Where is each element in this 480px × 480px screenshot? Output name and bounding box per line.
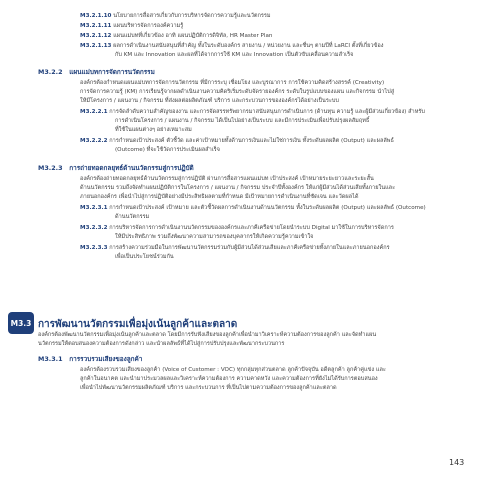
section-title: แผนแม่บทการจัดการนวัตกรรม: [69, 68, 155, 76]
subitem-line: ที่ใช้ในแผนต่างๆ อย่างเหมาะสม: [115, 127, 192, 133]
subitem-number: M3.2.3.3: [80, 245, 108, 251]
subitem-line: เพื่อเป็นประโยชน์ร่วมกัน: [115, 254, 174, 260]
section-title: การถ่ายทอดกลยุทธ์ด้านนวัตกรรมสู่การปฏิบัติ: [69, 164, 194, 172]
item-number: M3.2.1.10: [80, 13, 112, 19]
subitem-line: ให้มีประสิทธิภาพ รวมถึงพัฒนาความสามารถของบุคลากรให้เกิดความรู้ความเข้าใจ: [115, 234, 314, 240]
paragraph-line: การจัดการความรู้ (KM) การเรียนรู้จากผลดำเนินงานความคิดริเริ่มระดับจัดรายองค์กร ระดับในรูปแบบของแผน และกิจกรรม นำไปสู่: [80, 89, 395, 95]
subitem-number: M3.2.3.1: [80, 205, 108, 211]
paragraph-line: ลูกค้าในอนาคต และนำมาประมวลผลและวิเคราะห์ความต้องการ ความคาดหวัง และความต้องการที่ยังไม่ได้รับการตอบสนอง: [80, 376, 378, 382]
subitem-text: การจัดลำดับความสำคัญของงาน และการจัดสรรทรัพยากรมาสนับสนุนการดำเนินการ (ด้านทุน ความรู้ และผู้มีส่วนเกี่ยวข้อง) สำหรับ: [109, 109, 425, 115]
subitem-text: การบริหารจัดการการดำเนินงานนวัตกรรมขององค์กรและภาคีเครือข่ายโดยนำระบบ Digital มาใช้ในการบริหารจัดการ: [109, 225, 394, 231]
section-heading-m3-2-3: [38, 164, 194, 173]
paragraph-line: องค์กรต้องพัฒนานวัตกรรมเพื่อมุ่งเน้นลูกค้าและตลาด โดยมีการรับฟังเสียงของลูกค้าเพื่อนำมาวิเคราะห์ความต้องการของลูกค้า และจัดทำแผน: [38, 332, 377, 338]
subitem-line: การดำเนินโครงการ / แผนงาน / กิจกรรม ได้เป็นไปอย่างเป็นระบบ และมีการประเมินเพื่อปรับปรุงผลสัมฤทธิ์: [115, 118, 370, 124]
section-heading-m3-3-1: [38, 355, 142, 364]
item-text: กับ KM และ Innovation และผลที่ได้จากการใช้ KM และ Innovation เป็นตัวขับเคลื่อนความสำเร็จ: [115, 52, 354, 58]
section-title-m3-3: การพัฒนานวัตกรรมเพื่อมุ่งเน้นลูกค้าและตลาด: [38, 319, 238, 330]
subitem-number: M3.2.2.1: [80, 109, 108, 115]
item-continuation: [115, 51, 353, 59]
subitem-m3-2-2-1: [80, 108, 425, 116]
subitem-text: การกำหนดเป้าประสงค์ เป้าหมาย และตัวชี้วัดผลการดำเนินงานด้านนวัตกรรม ทั้งในระดับผลผลิต (Output) และผลลัพธ์ (Outcome): [109, 205, 426, 211]
paragraph-line: ให้มีโครงการ / แผนงาน / กิจกรรม ที่ส่งผลต่อผลิตภัณฑ์ บริการ และกระบวนการขององค์กรได้อย่างเป็นระบบ: [80, 98, 339, 104]
section-badge-m3-3: M3.3: [8, 312, 34, 334]
section-number: M3.3.1: [38, 355, 63, 363]
item-m3-2-1-13: [80, 42, 383, 50]
item-m3-2-1-10: [80, 12, 271, 20]
paragraph-line: องค์กรต้องถ่ายทอดกลยุทธ์ด้านนวัตกรรมสู่การปฏิบัติ ผ่านการสื่อสารแผนแม่บท เป้าประสงค์ เป้าหมายระยะยาวและระยะสั้น: [80, 176, 374, 182]
item-m3-2-1-11: [80, 22, 183, 30]
paragraph-line: องค์กรต้องรวบรวมเสียงของลูกค้า (Voice of Customer : VOC) ทุกกลุ่มทุกส่วนตลาด ลูกค้าปัจจุบัน อดีตลูกค้า ลูกค้าคู่แข่ง และ: [80, 367, 386, 373]
item-number: M3.2.1.11: [80, 23, 112, 29]
subitem-line: ด้านนวัตกรรม: [115, 214, 150, 220]
subitem-line: (Outcome) ที่จะใช้วัดการประเมินผลสำเร็จ: [115, 147, 220, 153]
item-number: M3.2.1.12: [80, 33, 112, 39]
paragraph-line: ภายนอกองค์กร เพื่อนำไปสู่การปฏิบัติอย่างมีประสิทธิผลตามที่กำหนด มีเป้าหมายการดำเนินงานที่ชัดเจน และวัดผลได้: [80, 194, 359, 200]
paragraph-line: องค์กรต้องกำหนดแผนแม่บทการจัดการนวัตกรรม ที่มีการระบุ เชื่อมโยง และบูรณาการ การใช้ความคิดสร้างสรรค์ (Creativity): [80, 80, 385, 86]
subitem-m3-2-2-2: [80, 137, 394, 145]
item-text: ผลการดำเนินงานสนับสนุนที่สำคัญ ทั้งในระดับองค์กร สายงาน / หน่วยงาน และชื่นๆ ตามปีที่ LaRCI ตั้งที่เกี่ยวข้อง: [113, 43, 384, 49]
item-number: M3.2.1.13: [80, 43, 112, 49]
subitem-number: M3.2.3.2: [80, 225, 108, 231]
item-m3-2-1-12: [80, 32, 272, 40]
item-text: นโยบายการสื่อสารเกี่ยวกับการบริหารจัดการความรู้และนวัตกรรม: [113, 13, 271, 19]
page-number: 143: [449, 458, 465, 467]
subitem-text: การสร้างความร่วมมือในการพัฒนานวัตกรรมร่วมกับผู้มีส่วนได้ส่วนเสียและภาคีเครือข่ายทั้งภายในและภายนอกองค์กร: [109, 245, 390, 251]
subitem-number: M3.2.2.2: [80, 138, 108, 144]
subitem-m3-2-3-3: [80, 244, 390, 252]
section-title: การรวบรวมเสียงของลูกค้า: [69, 355, 143, 363]
section-heading-m3-2-2: [38, 68, 155, 77]
paragraph-line: ด้านนวัตกรรม รวมถึงจัดทำแผนปฏิบัติการในโครงการ / แผนงาน / กิจกรรม ประจำปีทั้งองค์กร ให้แก่ผู้มีส่วนได้ส่วนเสียทั้งภายในและ: [80, 185, 396, 191]
subitem-text: การกำหนดเป้าประสงค์ ตัวชี้วัด และค่าเป้าหมายทั้งด้านการเงินและไม่ใช่การเงิน ทั้งระดับผลผลิต (Output) และผลลัพธ์: [109, 138, 394, 144]
paragraph-line: เพื่อนำไปพัฒนานวัตกรรมผลิตภัณฑ์ บริการ และกระบวนการ ที่เป็นไปตามความต้องการของลูกค้าและตลาด: [80, 385, 337, 391]
section-number: M3.2.3: [38, 164, 63, 172]
section-number: M3.2.2: [38, 68, 63, 76]
subitem-m3-2-3-2: [80, 224, 394, 232]
subitem-m3-2-3-1: [80, 204, 426, 212]
item-text: แผนบริหารจัดการองค์ความรู้: [113, 23, 184, 29]
item-text: แผนแม่บทที่เกี่ยวข้อง อาทิ แผนปฏิบัติการดิจิทัล, HR Master Plan: [113, 33, 273, 39]
paragraph-line: นวัตกรรมให้ตอบสนองความต้องการดังกล่าว และนำผลลัพธ์ที่ได้ไปสู่การปรับปรุงและพัฒนากระบวนการ: [38, 341, 285, 347]
